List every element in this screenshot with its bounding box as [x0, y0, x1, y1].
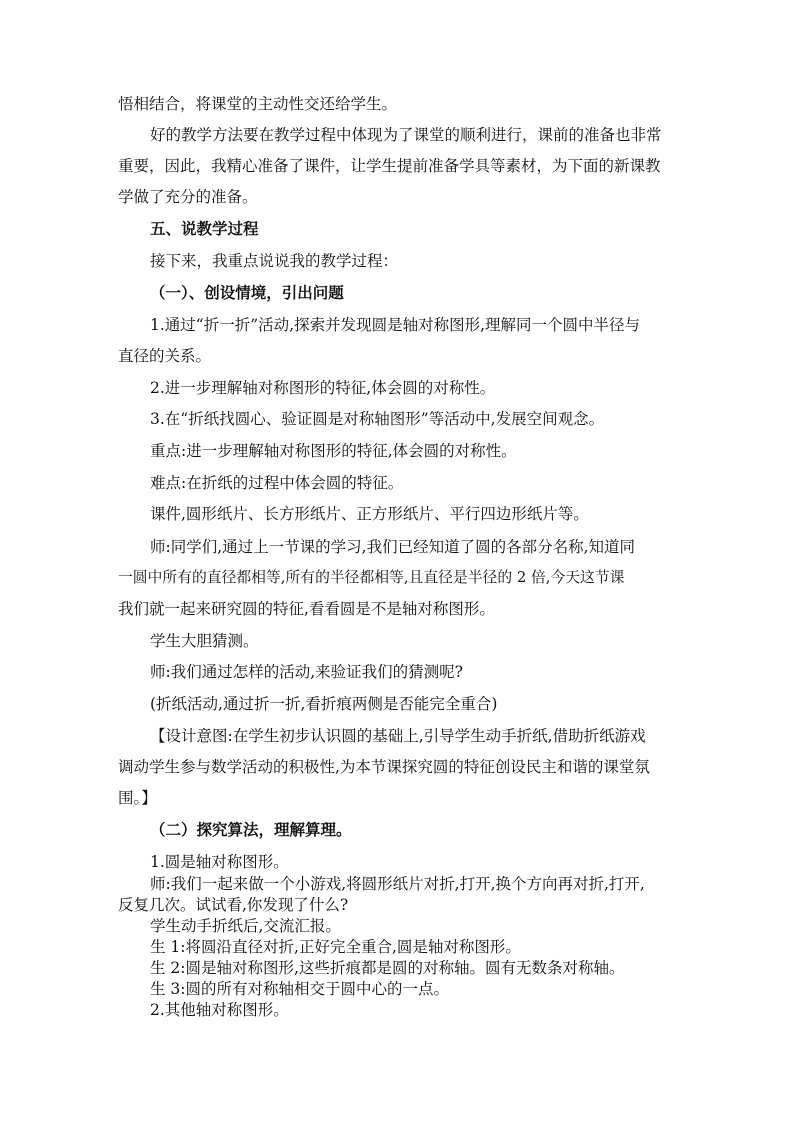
- paragraph-line: 师:我们通过怎样的活动,来验证我们的猜测呢?: [150, 663, 463, 681]
- paragraph-line: 2.其他轴对称图形。: [150, 1001, 289, 1019]
- paragraph-line: 3.在“折纸找圆心、验证圆是对称轴图形”等活动中,发展空间观念。: [150, 410, 605, 428]
- paragraph-line: 2.进一步理解轴对称图形的特征,体会圆的对称性。: [150, 379, 496, 397]
- paragraph-line: 师:同学们,通过上一节课的学习,我们已经知道了圆的各部分名称,知道同: [150, 538, 636, 556]
- paragraph-line: 课件,圆形纸片、长方形纸片、正方形纸片、平行四边形纸片等。: [150, 505, 589, 523]
- paragraph-line: 直径的关系。: [118, 347, 212, 365]
- paragraph-line: 重点:进一步理解轴对称图形的特征,体会圆的对称性。: [150, 442, 517, 460]
- paragraph-line: 生 2:圆是轴对称图形,这些折痕都是圆的对称轴。圆有无数条对称轴。: [150, 959, 625, 977]
- paragraph-line: 学做了充分的准备。: [118, 188, 258, 206]
- paragraph-line: (折纸活动,通过折一折,看折痕两侧是否能完全重合): [150, 695, 498, 713]
- paragraph-line: 围。】: [118, 789, 157, 807]
- paragraph-line: 接下来，我重点说说我的教学过程：: [150, 252, 399, 270]
- paragraph-line: 学生大胆猜测。: [150, 632, 259, 650]
- paragraph-line: 师:我们一起来做一个小游戏,将圆形纸片对折,打开,换个方向再对折,打开,: [150, 875, 645, 893]
- paragraph-line: 学生动手折纸后,交流汇报。: [150, 917, 341, 935]
- subsection-heading: （一）、创设情境，引出问题: [150, 283, 344, 302]
- paragraph-line: 反复几次。试试看,你发现了什么?: [118, 896, 349, 914]
- paragraph-line: 生 3:圆的所有对称轴相交于圆中心的一点。: [150, 980, 450, 998]
- section-heading: 五、说教学过程: [150, 219, 259, 238]
- paragraph-line: 重要，因此，我精心准备了课件，让学生提前准备学具等素材，为下面的新课教: [118, 157, 661, 175]
- paragraph-line: 生 1:将圆沿直径对折,正好完全重合,圆是轴对称图形。: [150, 938, 521, 956]
- paragraph-line: 1.圆是轴对称图形。: [150, 853, 289, 871]
- paragraph-line: 好的教学方法要在教学过程中体现为了课堂的顺利进行，课前的准备也非常: [150, 126, 662, 144]
- paragraph-line: 调动学生参与数学活动的积极性,为本节课探究圆的特征创设民主和谐的课堂氛: [118, 758, 650, 776]
- paragraph-line: 悟相结合，将课堂的主动性交还给学生。: [118, 95, 398, 113]
- paragraph-line: 1.通过“折一折”活动,探索并发现圆是轴对称图形,理解同一个圆中半径与: [150, 316, 640, 334]
- paragraph-line: 我们就一起来研究圆的特征,看看圆是不是轴对称图形。: [118, 600, 495, 618]
- paragraph-line: 难点:在折纸的过程中体会圆的特征。: [150, 474, 404, 492]
- paragraph-line: 一圆中所有的直径都相等,所有的半径都相等,且直径是半径的 2 倍,今天这节课: [118, 569, 625, 586]
- paragraph-line: 【设计意图:在学生初步认识圆的基础上,引导学生动手折纸,借助折纸游戏: [150, 727, 646, 745]
- subsection-heading: （二）探究算法，理解算理。: [150, 820, 352, 839]
